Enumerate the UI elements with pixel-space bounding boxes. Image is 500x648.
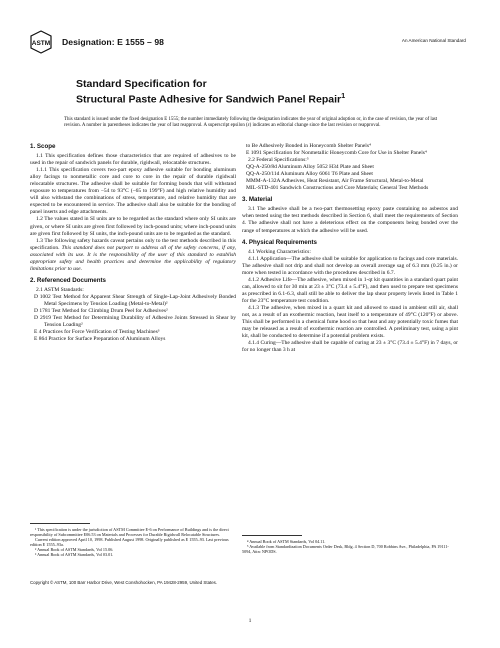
reference-item: D 2919 Test Method for Determining Durability of Adhesive Joints Stressed in Shear by Tension Loading² [34,315,236,329]
federal-spec-item: QQ-A-250/8d Aluminum Alloy 5052 H34 Plate and Sheet [246,164,374,171]
footnote-divider [242,535,302,536]
footnote: ³ Annual Book of ASTM Standards, Vol 03.01. [35,552,114,558]
footnote: Current edition approved April 10, 1998. Published August 1998. Originally published as E 1555–93. Last previous edition E 1555–93a. [30,537,229,548]
section-2-heading: 2. Referenced Documents [30,276,106,284]
right-column [242,143,458,354]
paragraph-4-1-2: 4.1.2 Adhesive Life—The adhesive, when mixed in 1-qt kit quantities in a standard quart paint can, allowed to sit for 30 min at 23 ± 3°C (73.4 ± 5.4°F), and then used to prepare test specimens as prescribed in 6.1-6.3, shall still be able to deliver the lap shear property levels listed in Table 1 for the 23°C temperature test condition. [242,276,458,304]
paragraph-4-1: 4.1 Working Characteristics: [248,248,311,255]
paragraph-2-2: 2.2 Federal Specifications:⁵ [248,157,309,164]
footnote: ¹ This specification is under the jurisdiction of ASTM Committee E-6 on Performance of Buildings and is the direct responsibility of Subcommittee E06.53 on Materials and Processes for Durable Rigidwall Relocatable Structures. [30,527,229,538]
paragraph-4-1-1: 4.1.1 Application—The adhesive shall be suitable for application to facings and core materials. The adhesive shall not drip and shall not develop an overall average sag of 6.3 mm (0.25 in.) or more when tested in accordance with the procedures described in 6.7. [242,255,458,276]
left-column [30,143,236,343]
reference-item: E 4 Practices for Force Verification of Testing Machines³ [34,329,160,336]
paragraph-3-1: 3.1 The adhesive shall be a two-part thermosetting epoxy paste containing no asbestos and when tested using the test methods described in Section 6, shall meet the requirements of Section 4. The adhesive shall not have a deleterious effect on the components being bonded over the range of temperatures at which the adhesive will be used. [242,206,458,234]
logo-label: ASTM [31,40,51,47]
paragraph-4-1-4: 4.1.4 Curing—The adhesive shall be capable of curing at 23 ± 3°C (73.4 ± 5.4°F) in 7 days, or for no longer than 3 h at [242,340,458,354]
paragraph-1-3 [30,238,236,273]
footnote-divider [30,523,90,524]
footnote: ⁵ Available from Standardization Documents Order Desk, Bldg. 4 Section D, 700 Robbins Ave., Philadelphia, PA 19111-5094, Attn: NPODS. [242,544,449,555]
safety-caveat: This standard does not purport to address all of the safety concerns, if any, associated with its use. It is the responsibility of the user of this standard to establish appropriate safety and health practices and determine the applicability of regulatory limitations prior to use. [30,244,236,272]
federal-spec-item: QQ-A-250/11d Aluminum Alloy 6061 T6 Plate and Sheet [246,171,373,178]
paragraph-1-1-1: 1.1.1 This specification covers two-part epoxy adhesive suitable for bonding aluminum alloy facings to nonmetallic core and core to core in the repair of durable rigidwall relocatable structures. The adhesive shall be suitable for forming bonds that will withstand exposure to temperatures from −54 to 93°C (−65 to 199°F) and high relative humidity and will also withstand the combinations of stress, temperature, and relative humidity that are expected to be encountered in service. The adhesive shall also be suitable for the bonding of panel inserts and edge attachments. [30,167,236,216]
section-3-heading: 3. Material [242,196,273,204]
title-line-2 [76,90,446,106]
reference-item: D 1002 Test Method for Apparent Shear Strength of Single-Lap-Joint Adhesively Bonded Metal Specimens by Tension Loading (Metal-to-Metal)² [34,293,236,307]
copyright-notice: Copyright © ASTM, 100 Barr Harbor Drive, West Conshohocken, PA 19428-2959, United States. [30,580,218,585]
reference-item: D 1781 Test Method for Climbing Drum Peel for Adhesives² [34,308,168,315]
reference-item: E 1091 Specification for Nonmetallic Honeycomb Core for Use in Shelter Panels⁴ [246,150,427,157]
paragraph-2-1: 2.1 ASTM Standards: [36,286,84,293]
page-number: 1 [248,618,252,624]
right-footnotes [242,530,458,554]
designation: Designation: E 1555 – 98 [62,37,164,47]
section-1-heading: 1. Scope [30,143,56,150]
section-4-heading: 4. Physical Requirements [242,238,317,246]
issuance-notice: This standard is issued under the fixed designation E 1555; the number immediately following the designation indicates the year of original adoption or, in the case of revision, the year of last revision. A number in parentheses indicates the year of last reapproval. A superscript epsilon (ε) indicates an editorial change since the last revision or reapproval. [64,117,438,129]
paragraph-1-1: 1.1 This specification defines those characteristics that are required of adhesives to be used in the repair of sandwich panels for durable, rigidwall, relocatable structures. [30,153,236,167]
title-footnote-mark: 1 [341,91,346,100]
left-footnotes [30,518,236,558]
footnote: ² Annual Book of ASTM Standards, Vol 15.06. [35,547,114,553]
reference-item: to Be Adhesively Bonded in Honeycomb Shelter Panels⁴ [246,143,371,149]
federal-spec-item: MMM-A-132A Adhesives, Heat Resistant, Air Frame Structural, Metal-to-Metal [246,178,424,185]
federal-spec-item: MIL-STD-401 Sandwich Constructions and Core Materials; General Test Methods [246,185,429,192]
footnote: ⁴ Annual Book of ASTM Standards, Vol 04.11. [247,539,326,544]
title-line-1: Standard Specification for [76,78,207,90]
paragraph-1-3-text: 1.3 The following safety hazards caveat pertains only to the test methods described in this specification. [30,237,236,251]
title-block [76,78,446,106]
astm-logo-icon [30,30,52,54]
standard-note: An American National Standard [401,38,466,43]
title-text: Structural Paste Adhesive for Sandwich Panel Repair [76,93,342,106]
paragraph-1-2: 1.2 The values stated in SI units are to be regarded as the standard where only SI units are given, or where SI units are given first followed by inch-pound units; where inch-pound units are given first followed by SI units, the inch-pound units are to be regarded as the standard. [30,216,236,237]
reference-item: E 864 Practice for Surface Preparation of Aluminum Alloys [34,336,166,343]
paragraph-4-1-3: 4.1.3 The adhesive, when mixed in a quart kit and allowed to stand in ambient still air, shall not, as a result of an exothermic reaction, heat itself to a temperature of 49°C (120°F) or above. This shall be performed in a chemical fume hood so that heat and any potentially toxic fumes that may be released as a result of exothermic reaction are controlled. A preliminary test, using a pint kit, shall be conducted to determine if a potential problem exists. [242,304,458,340]
